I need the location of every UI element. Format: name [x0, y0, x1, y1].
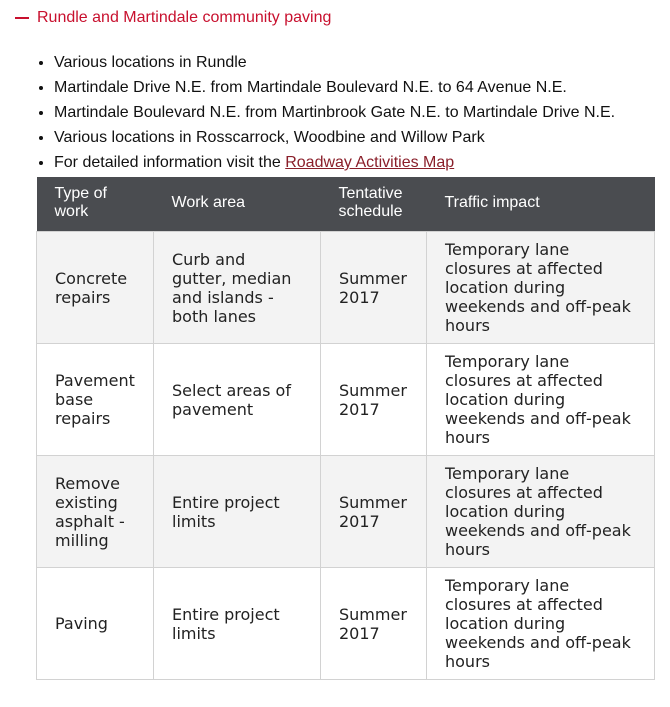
cell-schedule: Summer 2017 — [321, 232, 427, 344]
cell-type: Concrete repairs — [37, 232, 154, 344]
cell-impact: Temporary lane closures at affected location during weekends and off-peak hours — [427, 344, 655, 456]
section-toggle[interactable] — [15, 9, 331, 27]
list-item: • Martindale Boulevard N.E. from Martinbrook Gate N.E. to Martindale Drive N.E. — [54, 100, 670, 125]
table-row — [37, 232, 655, 344]
header-tentative-schedule: Tentative schedule — [321, 177, 427, 232]
cell-schedule: Summer 2017 — [321, 456, 427, 568]
cell-type: Paving — [37, 568, 154, 680]
list-item: • Various locations in Rundle — [54, 50, 670, 75]
header-work-area: Work area — [154, 177, 321, 232]
table-row — [37, 344, 655, 456]
list-item — [54, 150, 670, 175]
cell-area: Entire project limits — [154, 568, 321, 680]
table-row — [37, 568, 655, 680]
cell-type: Remove existing asphalt - milling — [37, 456, 154, 568]
cell-area: Select areas of pavement — [154, 344, 321, 456]
cell-area: Curb and gutter, median and islands - both lanes — [154, 232, 321, 344]
header-type-of-work: Type of work — [37, 177, 154, 232]
work-table — [36, 177, 655, 680]
cell-schedule: Summer 2017 — [321, 344, 427, 456]
list-item: • Martindale Drive N.E. from Martindale Boulevard N.E. to 64 Avenue N.E. — [54, 75, 670, 100]
cell-impact: Temporary lane closures at affected location during weekends and off-peak hours — [427, 568, 655, 680]
cell-impact: Temporary lane closures at affected location during weekends and off-peak hours — [427, 232, 655, 344]
table-header-row — [37, 177, 655, 232]
list-item: • Various locations in Rosscarrock, Woodbine and Willow Park — [54, 125, 670, 150]
info-prefix: For detailed information visit the — [54, 154, 286, 171]
header-traffic-impact: Traffic impact — [427, 177, 655, 232]
collapse-icon — [15, 17, 29, 19]
cell-schedule: Summer 2017 — [321, 568, 427, 680]
cell-type: Pavement base repairs — [37, 344, 154, 456]
table-row — [37, 456, 655, 568]
roadway-activities-map-link[interactable]: Roadway Activities Map — [285, 154, 455, 171]
cell-impact: Temporary lane closures at affected location during weekends and off-peak hours — [427, 456, 655, 568]
locations-list — [34, 50, 670, 175]
cell-area: Entire project limits — [154, 456, 321, 568]
section-title: Rundle and Martindale community paving — [37, 9, 332, 26]
